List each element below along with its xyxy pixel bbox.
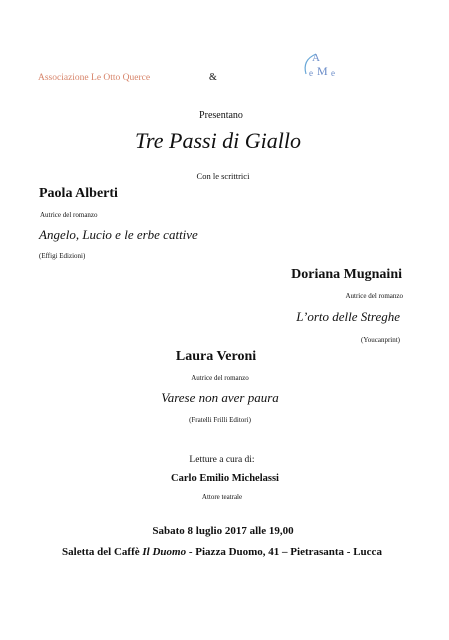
con-le-scrittrici: Con le scrittrici [196, 171, 250, 181]
logo-letter-e2: e [331, 68, 335, 78]
book-title: L’orto delle Streghe [296, 309, 400, 324]
logo-letter-m: M [317, 64, 328, 78]
presentano-label: Presentano [199, 110, 243, 121]
logo-letter-e1: e [309, 68, 313, 78]
event-date: Sabato 8 luglio 2017 alle 19,00 [152, 525, 294, 537]
publisher: (Fratelli Frilli Editori) [189, 416, 251, 424]
book-title: Angelo, Lucio e le erbe cattive [39, 227, 198, 242]
publisher: (Effigi Edizioni) [39, 252, 86, 260]
event-title: Tre Passi di Giallo [134, 128, 302, 153]
author-name: Paola Alberti [39, 186, 118, 201]
reader-role: Attore teatrale [201, 493, 243, 501]
publisher: (Youcanprint) [361, 336, 400, 344]
association-name: Associazione Le Otto Querce [38, 73, 151, 83]
logo-letter-a: A [312, 52, 320, 64]
event-venue [62, 546, 382, 558]
author-role: Autrice del romanzo [40, 211, 98, 219]
reader-name: Carlo Emilio Michelassi [171, 473, 279, 484]
ampersand: & [209, 72, 217, 83]
book-title: Varese non aver paura [161, 390, 279, 405]
ame-logo [300, 48, 344, 84]
author-name: Laura Veroni [175, 349, 257, 364]
venue-name: Il Duomo [142, 546, 187, 558]
author-name: Doriana Mugnaini [291, 267, 402, 282]
author-role: Autrice del romanzo [191, 374, 249, 382]
venue-prefix: Saletta del Caffè [62, 546, 143, 558]
venue-suffix: - Piazza Duomo, 41 – Pietrasanta - Lucca [186, 546, 382, 558]
author-role: Autrice del romanzo [345, 292, 403, 300]
readings-label: Letture a cura di: [189, 455, 255, 465]
